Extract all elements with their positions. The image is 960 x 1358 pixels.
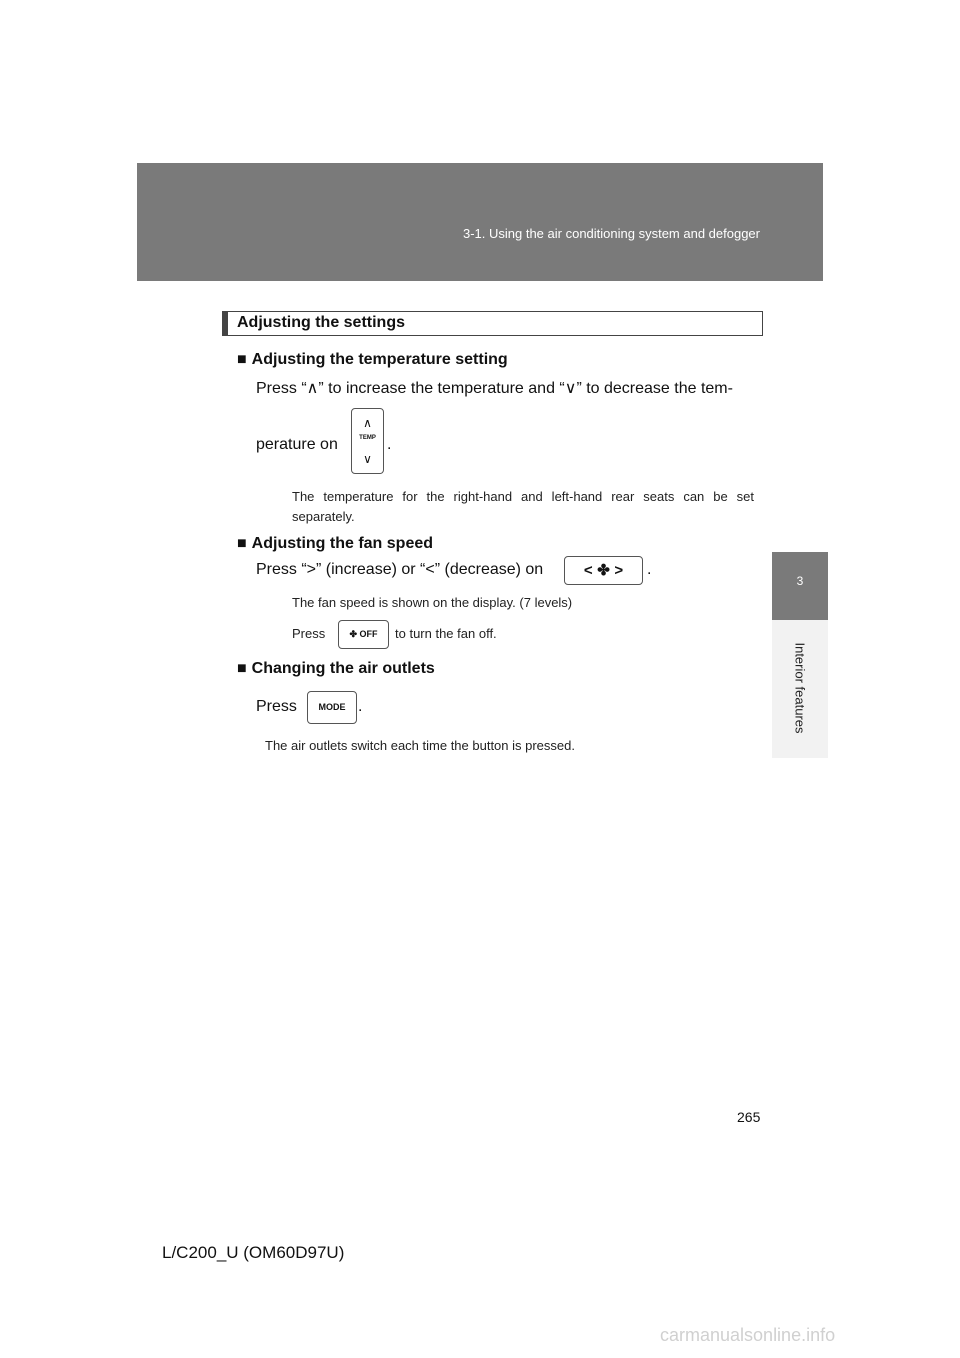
fan-icon: ✤ <box>349 629 358 639</box>
air-outlets-period: . <box>358 698 363 715</box>
fan-increase-icon: > <box>614 562 624 579</box>
temp-down-arrow-icon: ∨ <box>363 452 372 466</box>
fan-off-label: OFF <box>359 629 378 639</box>
mode-button-icon: MODE <box>307 691 357 724</box>
section-title-box <box>222 311 763 336</box>
air-outlets-heading: ■ Changing the air outlets <box>237 660 435 677</box>
breadcrumb: 3-1. Using the air conditioning system and defogger <box>462 226 760 241</box>
fan-off-note-prefix: Press <box>292 626 326 641</box>
fan-speed-period: . <box>647 561 652 578</box>
air-outlets-instruction: Press <box>256 698 297 715</box>
bullet-square-icon: ■ <box>237 660 247 677</box>
fan-speed-instruction: Press “>” (increase) or “<” (decrease) on <box>256 561 544 578</box>
temp-button-icon <box>351 408 384 474</box>
section-title: Adjusting the settings <box>237 314 405 331</box>
bullet-square-icon: ■ <box>237 351 247 368</box>
temperature-instruction: Press “∧” to increase the temperature and “∨” to decrease the tem- <box>256 380 733 397</box>
temperature-instruction-cont: perature on <box>256 436 338 453</box>
bullet-square-icon: ■ <box>237 535 247 552</box>
fan-off-note-suffix: to turn the fan off. <box>395 626 497 641</box>
watermark: carmanualsonline.info <box>660 1325 836 1345</box>
fan-off-button-icon <box>338 620 389 649</box>
document-code: L/C200_U (OM60D97U) <box>162 1243 345 1262</box>
air-outlets-note: The air outlets switch each time the button is pressed. <box>265 738 575 753</box>
temperature-period: . <box>387 436 392 453</box>
temperature-heading: ■ Adjusting the temperature setting <box>237 351 508 368</box>
temp-button-label: TEMP <box>359 435 376 441</box>
page-number: 265 <box>737 1109 761 1125</box>
fan-speed-heading: ■ Adjusting the fan speed <box>237 535 434 552</box>
fan-decrease-icon: < <box>583 562 593 579</box>
fan-speed-note: The fan speed is shown on the display. (7 levels) <box>292 595 573 610</box>
chapter-number-tab: 3 <box>772 552 828 620</box>
temp-up-arrow-icon: ∧ <box>363 416 372 430</box>
chapter-label: Interior features <box>792 642 808 734</box>
temperature-note: The temperature for the right-hand and left-hand rear seats can be set separately. <box>292 489 754 524</box>
fan-icon: ✤ <box>597 562 610 579</box>
fan-speed-button-icon <box>564 556 643 585</box>
header-band <box>137 163 823 281</box>
